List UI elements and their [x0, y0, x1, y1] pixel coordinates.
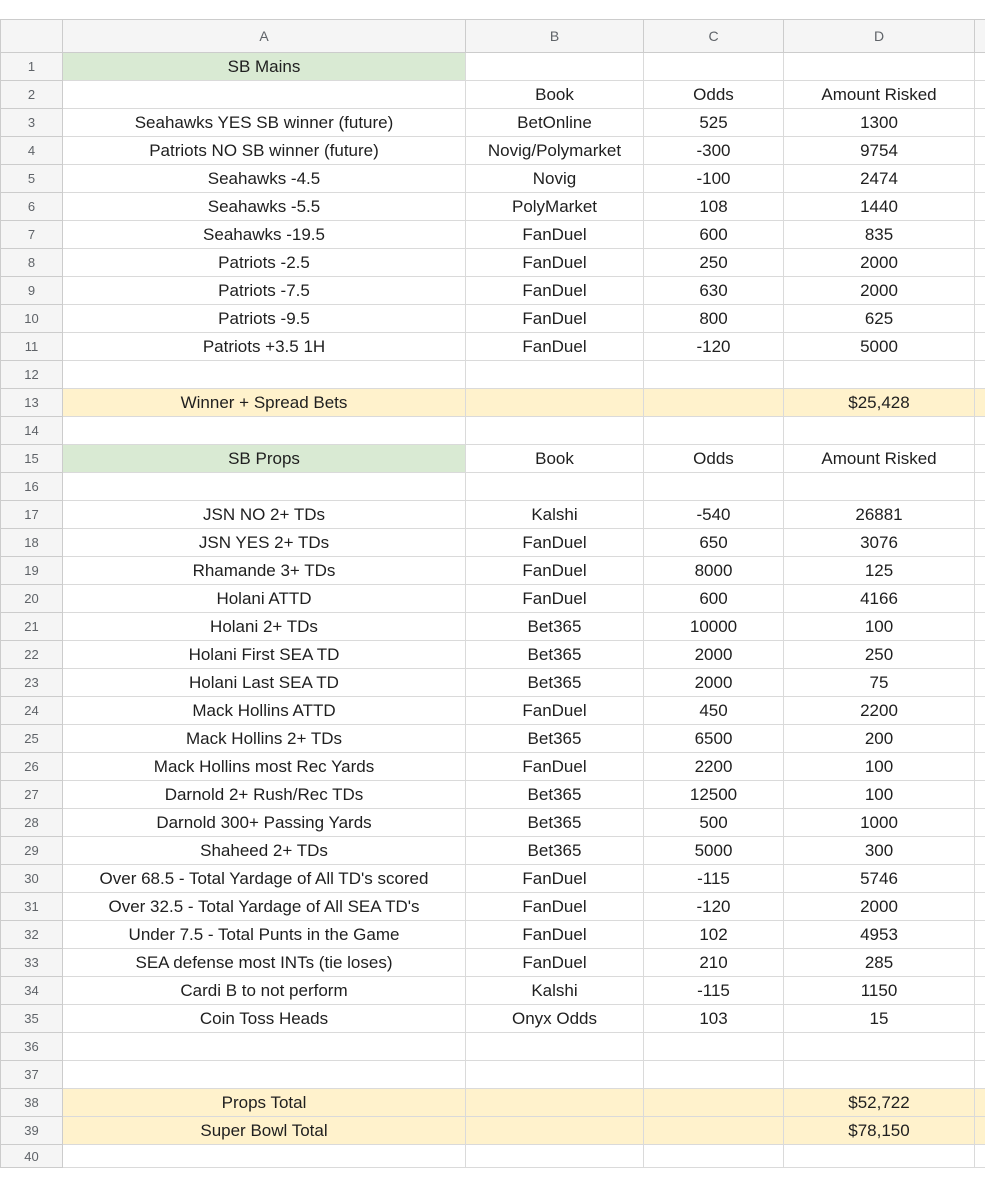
cell-amount-risked[interactable]: 5746 — [784, 865, 975, 893]
cell-column-e[interactable] — [975, 389, 985, 417]
cell-description[interactable]: Over 68.5 - Total Yardage of All TD's scored — [63, 865, 466, 893]
cell-description[interactable]: Patriots +3.5 1H — [63, 333, 466, 361]
cell-odds[interactable]: -115 — [644, 865, 784, 893]
cell-column-e[interactable] — [975, 193, 985, 221]
cell-book[interactable]: Onyx Odds — [466, 1005, 644, 1033]
cell-amount-risked[interactable] — [784, 361, 975, 389]
cell-amount-risked[interactable]: 15 — [784, 1005, 975, 1033]
sheet-row — [1, 837, 985, 865]
sheet-row — [1, 865, 985, 893]
cell-amount-risked[interactable]: 300 — [784, 837, 975, 865]
row-number[interactable]: 2 — [1, 81, 63, 109]
cell-odds[interactable]: -300 — [644, 137, 784, 165]
row-number[interactable]: 33 — [1, 949, 63, 977]
cell-odds[interactable]: 210 — [644, 949, 784, 977]
cell-description[interactable] — [63, 473, 466, 501]
cell-column-e[interactable] — [975, 697, 985, 725]
cell-column-e[interactable] — [975, 333, 985, 361]
sheet-row — [1, 977, 985, 1005]
cell-description[interactable]: Patriots -7.5 — [63, 277, 466, 305]
row-number[interactable]: 16 — [1, 473, 63, 501]
cell-amount-risked[interactable]: $78,150 — [784, 1117, 975, 1145]
cell-book[interactable]: FanDuel — [466, 585, 644, 613]
sheet-row — [1, 137, 985, 165]
cell-amount-risked[interactable]: 200 — [784, 725, 975, 753]
cell-description[interactable]: Mack Hollins 2+ TDs — [63, 725, 466, 753]
row-number[interactable]: 35 — [1, 1005, 63, 1033]
cell-description[interactable]: Seahawks YES SB winner (future) — [63, 109, 466, 137]
column-header-c[interactable]: C — [644, 20, 784, 53]
cell-book[interactable]: FanDuel — [466, 333, 644, 361]
cell-amount-risked[interactable] — [784, 53, 975, 81]
cell-amount-risked[interactable]: 26881 — [784, 501, 975, 529]
cell-odds[interactable] — [644, 1145, 784, 1168]
cell-odds[interactable]: 500 — [644, 809, 784, 837]
cell-description[interactable] — [63, 1033, 466, 1061]
row-number[interactable]: 17 — [1, 501, 63, 529]
row-number[interactable]: 27 — [1, 781, 63, 809]
cell-odds[interactable] — [644, 1089, 784, 1117]
row-number[interactable]: 18 — [1, 529, 63, 557]
cell-book[interactable]: FanDuel — [466, 221, 644, 249]
cell-book[interactable]: Bet365 — [466, 837, 644, 865]
row-number[interactable]: 37 — [1, 1061, 63, 1089]
cell-odds[interactable]: 8000 — [644, 557, 784, 585]
cell-column-e[interactable] — [975, 137, 985, 165]
sheet-row — [1, 557, 985, 585]
sheet-row — [1, 193, 985, 221]
cell-odds[interactable]: -120 — [644, 333, 784, 361]
cell-book[interactable]: Bet365 — [466, 669, 644, 697]
cell-amount-risked[interactable]: 2474 — [784, 165, 975, 193]
cell-odds[interactable]: 102 — [644, 921, 784, 949]
cell-book[interactable]: Bet365 — [466, 725, 644, 753]
row-number[interactable]: 7 — [1, 221, 63, 249]
cell-amount-risked[interactable]: 1150 — [784, 977, 975, 1005]
cell-odds[interactable]: 2000 — [644, 641, 784, 669]
cell-odds[interactable] — [644, 389, 784, 417]
sheet-row — [1, 1117, 985, 1145]
sheet-row — [1, 585, 985, 613]
sheet-row — [1, 305, 985, 333]
cell-odds[interactable]: -540 — [644, 501, 784, 529]
row-number[interactable]: 4 — [1, 137, 63, 165]
cell-column-e[interactable] — [975, 1033, 985, 1061]
row-number[interactable]: 40 — [1, 1145, 63, 1168]
cell-amount-risked[interactable]: $25,428 — [784, 389, 975, 417]
cell-amount-risked[interactable]: Amount Risked — [784, 81, 975, 109]
sheet-row — [1, 501, 985, 529]
cell-book[interactable]: Book — [466, 445, 644, 473]
row-number[interactable]: 10 — [1, 305, 63, 333]
cell-column-e[interactable] — [975, 361, 985, 389]
sheet-row — [1, 445, 985, 473]
cell-amount-risked[interactable]: 2000 — [784, 893, 975, 921]
cell-description[interactable]: JSN NO 2+ TDs — [63, 501, 466, 529]
cell-odds[interactable]: Odds — [644, 445, 784, 473]
cell-description[interactable]: Winner + Spread Bets — [63, 389, 466, 417]
cell-book[interactable] — [466, 417, 644, 445]
column-header-b[interactable]: B — [466, 20, 644, 53]
cell-column-e[interactable] — [975, 1145, 985, 1168]
cell-amount-risked[interactable]: 5000 — [784, 333, 975, 361]
cell-description[interactable]: Shaheed 2+ TDs — [63, 837, 466, 865]
cell-book[interactable] — [466, 473, 644, 501]
cell-amount-risked[interactable]: 4166 — [784, 585, 975, 613]
toolbar-edge — [0, 0, 985, 19]
sheet-row — [1, 165, 985, 193]
row-number[interactable]: 11 — [1, 333, 63, 361]
cell-amount-risked[interactable]: Amount Risked — [784, 445, 975, 473]
cell-amount-risked[interactable]: 835 — [784, 221, 975, 249]
cell-book[interactable] — [466, 1145, 644, 1168]
sheet-row — [1, 781, 985, 809]
sheet-row — [1, 1033, 985, 1061]
sheet-row — [1, 613, 985, 641]
row-number[interactable]: 21 — [1, 613, 63, 641]
cell-amount-risked[interactable] — [784, 1061, 975, 1089]
cell-book[interactable]: FanDuel — [466, 921, 644, 949]
cell-book[interactable]: FanDuel — [466, 249, 644, 277]
cell-column-e[interactable] — [975, 613, 985, 641]
cell-description[interactable]: Seahawks -4.5 — [63, 165, 466, 193]
row-number[interactable]: 13 — [1, 389, 63, 417]
cell-amount-risked[interactable] — [784, 417, 975, 445]
cell-odds[interactable]: 5000 — [644, 837, 784, 865]
cell-odds[interactable]: 600 — [644, 585, 784, 613]
sheet-row — [1, 641, 985, 669]
cell-column-e[interactable] — [975, 277, 985, 305]
cell-column-e[interactable] — [975, 949, 985, 977]
cell-odds[interactable]: 650 — [644, 529, 784, 557]
cell-odds[interactable] — [644, 473, 784, 501]
cell-odds[interactable]: 250 — [644, 249, 784, 277]
row-number[interactable]: 8 — [1, 249, 63, 277]
cell-column-e[interactable] — [975, 865, 985, 893]
cell-column-e[interactable] — [975, 781, 985, 809]
cell-description[interactable]: SB Props — [63, 445, 466, 473]
cell-amount-risked[interactable]: 100 — [784, 781, 975, 809]
cell-amount-risked[interactable]: 625 — [784, 305, 975, 333]
row-number[interactable]: 19 — [1, 557, 63, 585]
cell-book[interactable]: FanDuel — [466, 277, 644, 305]
cell-description[interactable] — [63, 1061, 466, 1089]
cell-column-e[interactable] — [975, 893, 985, 921]
cell-description[interactable]: Darnold 300+ Passing Yards — [63, 809, 466, 837]
cell-book[interactable]: Kalshi — [466, 977, 644, 1005]
row-number[interactable]: 5 — [1, 165, 63, 193]
cell-column-e[interactable] — [975, 809, 985, 837]
cell-column-e[interactable] — [975, 641, 985, 669]
cell-description[interactable]: Cardi B to not perform — [63, 977, 466, 1005]
cell-book[interactable] — [466, 1061, 644, 1089]
row-number[interactable]: 39 — [1, 1117, 63, 1145]
cell-column-e[interactable] — [975, 53, 985, 81]
cell-odds[interactable] — [644, 1033, 784, 1061]
sheet-row — [1, 893, 985, 921]
cell-column-e[interactable] — [975, 221, 985, 249]
row-number[interactable]: 31 — [1, 893, 63, 921]
row-number[interactable]: 6 — [1, 193, 63, 221]
cell-column-e[interactable] — [975, 725, 985, 753]
row-number[interactable]: 9 — [1, 277, 63, 305]
cell-odds[interactable]: 10000 — [644, 613, 784, 641]
cell-odds[interactable]: -115 — [644, 977, 784, 1005]
cell-book[interactable]: FanDuel — [466, 865, 644, 893]
cell-description[interactable] — [63, 417, 466, 445]
cell-odds[interactable]: 12500 — [644, 781, 784, 809]
cell-description[interactable] — [63, 1145, 466, 1168]
cell-description[interactable]: Props Total — [63, 1089, 466, 1117]
row-number[interactable]: 22 — [1, 641, 63, 669]
cell-odds[interactable]: -120 — [644, 893, 784, 921]
row-number[interactable]: 15 — [1, 445, 63, 473]
cell-amount-risked[interactable]: 2000 — [784, 249, 975, 277]
row-number[interactable]: 29 — [1, 837, 63, 865]
cell-odds[interactable]: 525 — [644, 109, 784, 137]
cell-book[interactable]: FanDuel — [466, 697, 644, 725]
cell-book[interactable]: FanDuel — [466, 557, 644, 585]
cell-column-e[interactable] — [975, 557, 985, 585]
cell-book[interactable]: Novig/Polymarket — [466, 137, 644, 165]
spreadsheet-grid — [0, 19, 985, 1168]
cell-description[interactable]: SB Mains — [63, 53, 466, 81]
row-number[interactable]: 1 — [1, 53, 63, 81]
cell-column-e[interactable] — [975, 445, 985, 473]
cell-book[interactable]: Kalshi — [466, 501, 644, 529]
cell-odds[interactable] — [644, 1117, 784, 1145]
column-header-a[interactable]: A — [63, 20, 466, 53]
cell-book[interactable]: Bet365 — [466, 641, 644, 669]
row-number[interactable]: 25 — [1, 725, 63, 753]
sheet-row — [1, 53, 985, 81]
sheet-row — [1, 1089, 985, 1117]
cell-description[interactable]: Super Bowl Total — [63, 1117, 466, 1145]
row-number[interactable]: 32 — [1, 921, 63, 949]
cell-book[interactable]: FanDuel — [466, 529, 644, 557]
cell-column-e[interactable] — [975, 305, 985, 333]
cell-amount-risked[interactable]: 100 — [784, 753, 975, 781]
cell-column-e[interactable] — [975, 529, 985, 557]
cell-odds[interactable] — [644, 1061, 784, 1089]
sheet-row — [1, 249, 985, 277]
cell-amount-risked[interactable]: 1000 — [784, 809, 975, 837]
cell-book[interactable] — [466, 1089, 644, 1117]
sheet-row — [1, 753, 985, 781]
sheet-row — [1, 725, 985, 753]
cell-description[interactable]: Mack Hollins most Rec Yards — [63, 753, 466, 781]
cell-column-e[interactable] — [975, 669, 985, 697]
cell-odds[interactable]: 450 — [644, 697, 784, 725]
cell-odds[interactable]: 600 — [644, 221, 784, 249]
sheet-row — [1, 109, 985, 137]
sheet-row — [1, 921, 985, 949]
cell-description[interactable]: JSN YES 2+ TDs — [63, 529, 466, 557]
cell-column-e[interactable] — [975, 585, 985, 613]
cell-description[interactable] — [63, 361, 466, 389]
column-header-e[interactable] — [975, 20, 985, 53]
row-number[interactable]: 38 — [1, 1089, 63, 1117]
row-number[interactable]: 14 — [1, 417, 63, 445]
cell-amount-risked[interactable] — [784, 1033, 975, 1061]
sheet-row — [1, 949, 985, 977]
sheet-row — [1, 277, 985, 305]
cell-description[interactable]: Mack Hollins ATTD — [63, 697, 466, 725]
cell-book[interactable]: FanDuel — [466, 305, 644, 333]
cell-column-e[interactable] — [975, 417, 985, 445]
cell-odds[interactable]: 108 — [644, 193, 784, 221]
column-header-d[interactable]: D — [784, 20, 975, 53]
cell-description[interactable]: Holani Last SEA TD — [63, 669, 466, 697]
cell-amount-risked[interactable] — [784, 1145, 975, 1168]
cell-book[interactable]: Bet365 — [466, 809, 644, 837]
sheet-row — [1, 1005, 985, 1033]
cell-book[interactable]: BetOnline — [466, 109, 644, 137]
cell-column-e[interactable] — [975, 921, 985, 949]
cell-column-e[interactable] — [975, 473, 985, 501]
cell-book[interactable] — [466, 53, 644, 81]
cell-odds[interactable]: Odds — [644, 81, 784, 109]
cell-book[interactable] — [466, 1033, 644, 1061]
row-number[interactable]: 20 — [1, 585, 63, 613]
cell-column-e[interactable] — [975, 165, 985, 193]
cell-amount-risked[interactable]: $52,722 — [784, 1089, 975, 1117]
row-number[interactable]: 30 — [1, 865, 63, 893]
cell-column-e[interactable] — [975, 1089, 985, 1117]
cell-description[interactable]: Darnold 2+ Rush/Rec TDs — [63, 781, 466, 809]
sheet-row — [1, 361, 985, 389]
cell-description[interactable]: Under 7.5 - Total Punts in the Game — [63, 921, 466, 949]
sheet-row — [1, 81, 985, 109]
cell-odds[interactable]: 103 — [644, 1005, 784, 1033]
sheet-row — [1, 669, 985, 697]
cell-book[interactable] — [466, 1117, 644, 1145]
cell-column-e[interactable] — [975, 81, 985, 109]
cell-odds[interactable] — [644, 417, 784, 445]
cell-amount-risked[interactable]: 75 — [784, 669, 975, 697]
row-number[interactable]: 23 — [1, 669, 63, 697]
cell-book[interactable]: Bet365 — [466, 613, 644, 641]
cell-description[interactable]: SEA defense most INTs (tie loses) — [63, 949, 466, 977]
row-number[interactable]: 12 — [1, 361, 63, 389]
cell-amount-risked[interactable]: 1440 — [784, 193, 975, 221]
cell-description[interactable]: Holani 2+ TDs — [63, 613, 466, 641]
cell-book[interactable]: Book — [466, 81, 644, 109]
sheet-row — [1, 1061, 985, 1089]
cell-book[interactable]: FanDuel — [466, 949, 644, 977]
sheet-row — [1, 389, 985, 417]
cell-description[interactable] — [63, 81, 466, 109]
row-number[interactable]: 24 — [1, 697, 63, 725]
cell-description[interactable]: Rhamande 3+ TDs — [63, 557, 466, 585]
cell-description[interactable]: Patriots -9.5 — [63, 305, 466, 333]
column-header-row — [1, 20, 985, 53]
cell-odds[interactable]: 630 — [644, 277, 784, 305]
cell-odds[interactable]: 2200 — [644, 753, 784, 781]
cell-amount-risked[interactable]: 2000 — [784, 277, 975, 305]
cell-book[interactable]: Novig — [466, 165, 644, 193]
cell-odds[interactable]: 2000 — [644, 669, 784, 697]
cell-amount-risked[interactable]: 100 — [784, 613, 975, 641]
sheet-row — [1, 221, 985, 249]
cell-odds[interactable]: 800 — [644, 305, 784, 333]
cell-amount-risked[interactable]: 1300 — [784, 109, 975, 137]
sheet-row — [1, 1145, 985, 1168]
sheet-row — [1, 529, 985, 557]
cell-odds[interactable] — [644, 53, 784, 81]
cell-description[interactable]: Patriots NO SB winner (future) — [63, 137, 466, 165]
cell-odds[interactable] — [644, 361, 784, 389]
cell-description[interactable]: Coin Toss Heads — [63, 1005, 466, 1033]
cell-column-e[interactable] — [975, 1061, 985, 1089]
cell-column-e[interactable] — [975, 837, 985, 865]
select-all-corner[interactable] — [1, 20, 63, 53]
row-number[interactable]: 3 — [1, 109, 63, 137]
cell-book[interactable]: PolyMarket — [466, 193, 644, 221]
cell-book[interactable]: FanDuel — [466, 893, 644, 921]
cell-amount-risked[interactable]: 125 — [784, 557, 975, 585]
cell-book[interactable] — [466, 361, 644, 389]
cell-amount-risked[interactable] — [784, 473, 975, 501]
cell-description[interactable]: Over 32.5 - Total Yardage of All SEA TD's — [63, 893, 466, 921]
cell-column-e[interactable] — [975, 753, 985, 781]
cell-column-e[interactable] — [975, 1005, 985, 1033]
row-number[interactable]: 26 — [1, 753, 63, 781]
cell-description[interactable]: Seahawks -5.5 — [63, 193, 466, 221]
cell-book[interactable]: Bet365 — [466, 781, 644, 809]
cell-book[interactable]: FanDuel — [466, 753, 644, 781]
cell-amount-risked[interactable]: 250 — [784, 641, 975, 669]
sheet-row — [1, 473, 985, 501]
cell-amount-risked[interactable]: 285 — [784, 949, 975, 977]
cell-odds[interactable]: 6500 — [644, 725, 784, 753]
cell-amount-risked[interactable]: 3076 — [784, 529, 975, 557]
cell-description[interactable]: Holani First SEA TD — [63, 641, 466, 669]
sheet-row — [1, 697, 985, 725]
cell-column-e[interactable] — [975, 1117, 985, 1145]
cell-column-e[interactable] — [975, 249, 985, 277]
cell-odds[interactable]: -100 — [644, 165, 784, 193]
sheet-row — [1, 333, 985, 361]
cell-description[interactable]: Patriots -2.5 — [63, 249, 466, 277]
cell-column-e[interactable] — [975, 109, 985, 137]
sheet-rows — [1, 53, 985, 1168]
sheet-row — [1, 417, 985, 445]
cell-amount-risked[interactable]: 2200 — [784, 697, 975, 725]
cell-book[interactable] — [466, 389, 644, 417]
row-number[interactable]: 34 — [1, 977, 63, 1005]
cell-description[interactable]: Holani ATTD — [63, 585, 466, 613]
row-number[interactable]: 36 — [1, 1033, 63, 1061]
cell-column-e[interactable] — [975, 977, 985, 1005]
cell-description[interactable]: Seahawks -19.5 — [63, 221, 466, 249]
cell-amount-risked[interactable]: 9754 — [784, 137, 975, 165]
row-number[interactable]: 28 — [1, 809, 63, 837]
cell-column-e[interactable] — [975, 501, 985, 529]
cell-amount-risked[interactable]: 4953 — [784, 921, 975, 949]
sheet-row — [1, 809, 985, 837]
